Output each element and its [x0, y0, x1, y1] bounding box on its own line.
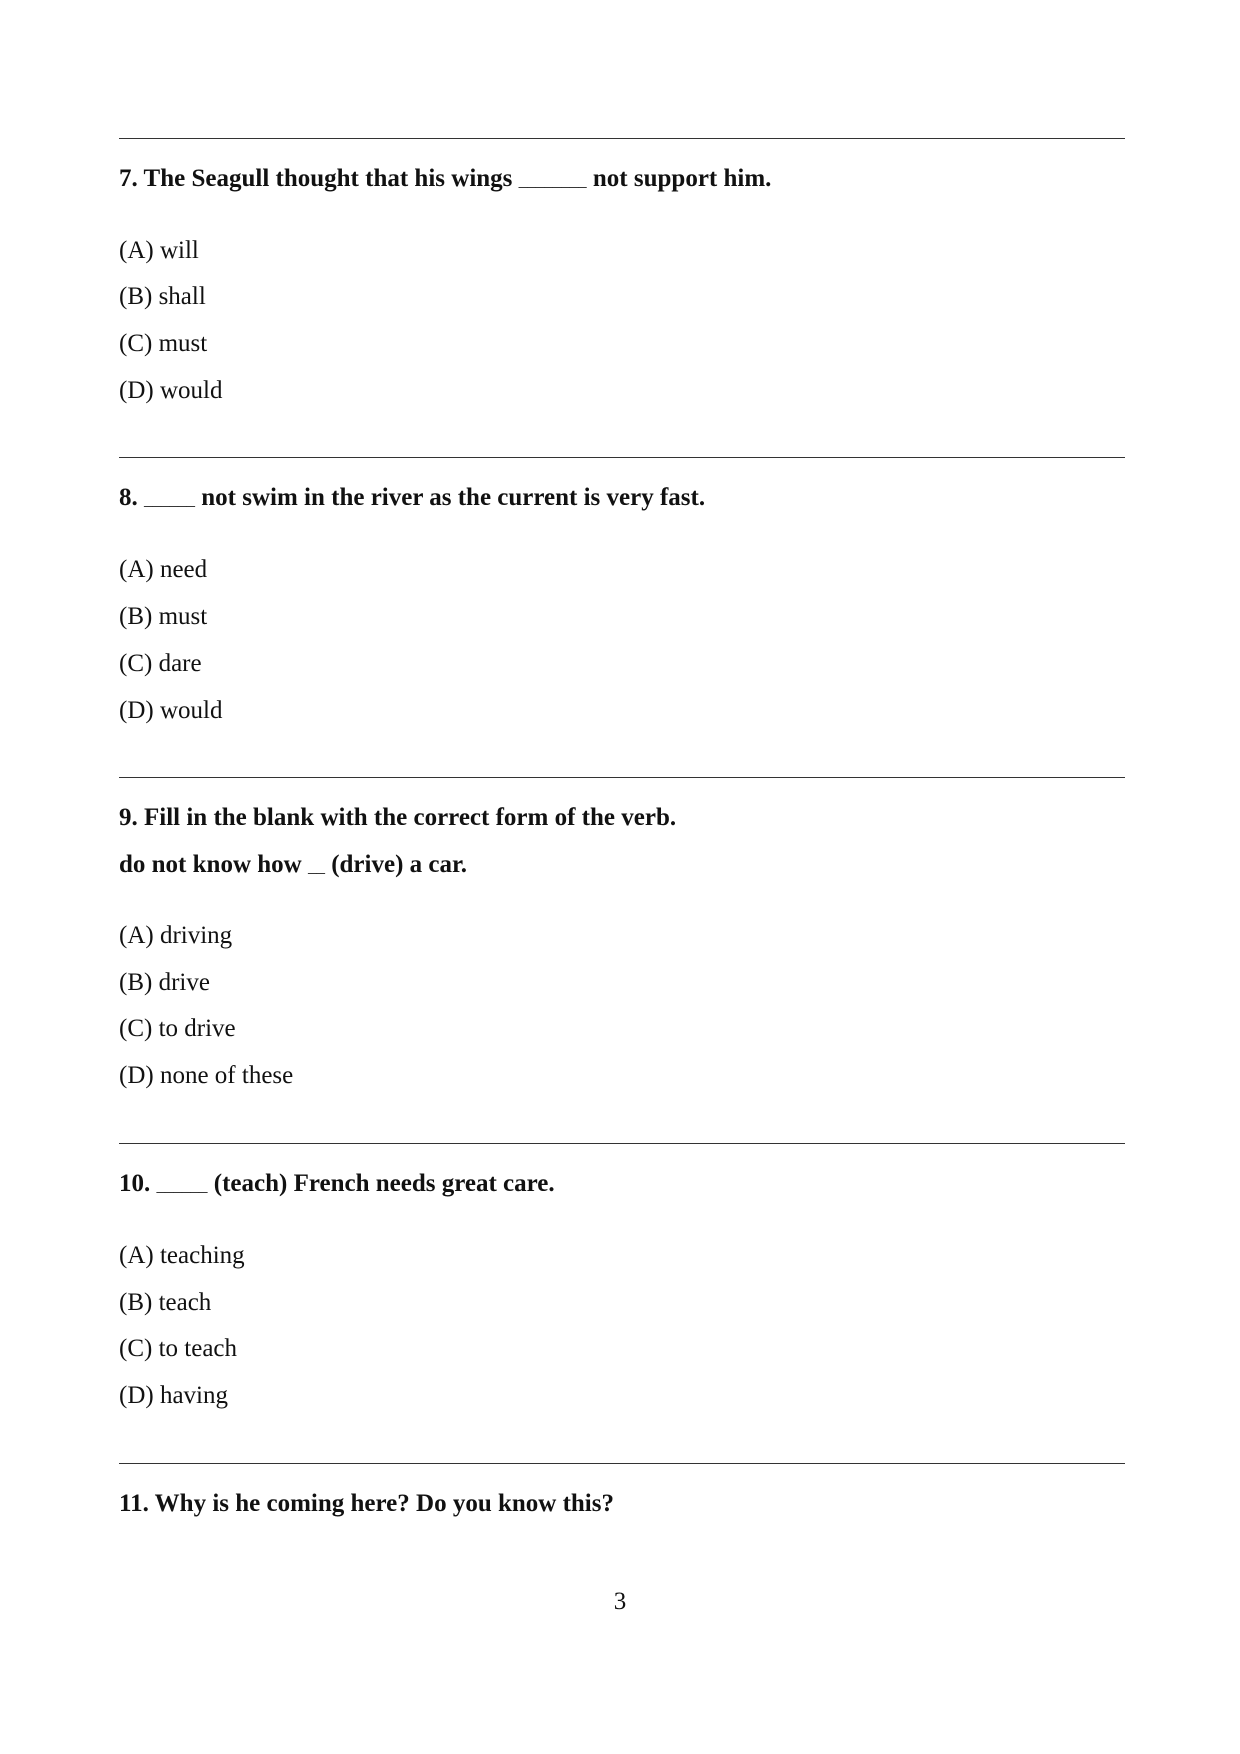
question-9-stem	[119, 805, 676, 830]
question-text: not swim in the river as the current is very fast.	[195, 484, 706, 511]
question-text: 11. Why is he coming here? Do you know this?	[119, 1490, 614, 1517]
divider	[119, 1143, 1125, 1144]
divider	[119, 777, 1125, 778]
divider	[119, 138, 1125, 139]
page-number: 3	[613, 1588, 627, 1615]
option-a: (A) need	[119, 556, 208, 583]
option-b: (B) shall	[119, 283, 206, 310]
option-d: (D) would	[119, 377, 223, 404]
question-text: 7. The Seagull thought that his wings	[119, 165, 519, 192]
question-9-sentence	[119, 852, 467, 877]
answer-blank: ______	[144, 490, 195, 509]
option-a: (A) teaching	[119, 1242, 245, 1269]
option-a: (A) driving	[119, 922, 233, 949]
option-c: (C) to teach	[119, 1335, 238, 1362]
answer-blank: ________	[518, 171, 587, 190]
option-b: (B) must	[119, 603, 208, 630]
option-b: (B) drive	[119, 969, 210, 996]
question-10-stem	[119, 1171, 555, 1196]
answer-blank: __	[307, 857, 325, 876]
option-b: (B) teach	[119, 1289, 212, 1316]
question-text: (drive) a car.	[324, 851, 468, 878]
question-11-stem	[119, 1491, 614, 1516]
option-d: (D) none of these	[119, 1062, 294, 1089]
option-d: (D) having	[119, 1382, 228, 1409]
question-text: 9. Fill in the blank with the correct form of the verb.	[119, 804, 677, 831]
question-8-stem	[119, 485, 705, 510]
answer-blank: ______	[156, 1176, 208, 1195]
question-text: (teach) French needs great care.	[207, 1170, 555, 1197]
option-c: (C) to drive	[119, 1015, 236, 1042]
question-text: do not know how	[119, 851, 308, 878]
option-d: (D) would	[119, 697, 223, 724]
question-7-stem	[119, 166, 771, 191]
question-text: not support him.	[586, 165, 772, 192]
divider	[119, 457, 1125, 458]
divider	[119, 1463, 1125, 1464]
question-text: 10.	[119, 1170, 157, 1197]
question-text: 8.	[119, 484, 144, 511]
option-c: (C) dare	[119, 650, 202, 677]
option-a: (A) will	[119, 237, 199, 264]
option-c: (C) must	[119, 330, 208, 357]
